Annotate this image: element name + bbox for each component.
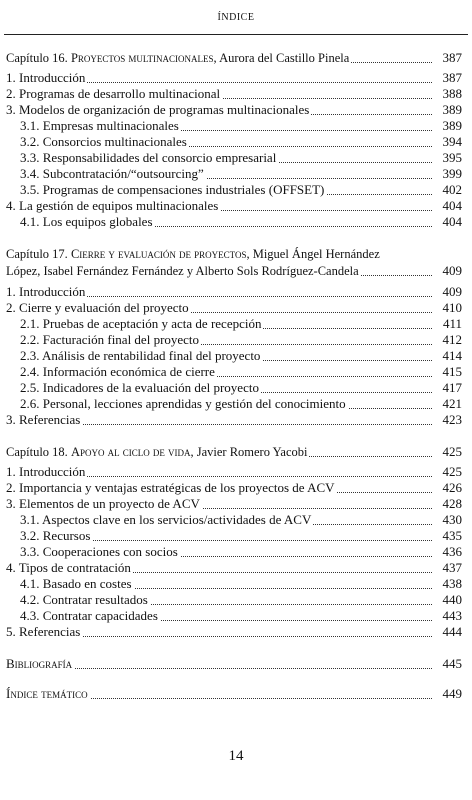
table-of-contents	[6, 50, 462, 702]
toc-subentry: 2.5. Indicadores de la evaluación del proyecto 417	[20, 380, 462, 395]
toc-subentry: 3.5. Programas de compensaciones industriales (OFFSET) 402	[20, 182, 462, 197]
toc-subentry: 3.1. Empresas multinacionales 389	[20, 118, 462, 133]
toc-subentry: 3.1. Aspectos clave en los servicios/actividades de ACV 430	[20, 512, 462, 527]
chapter-16-title: Capítulo 16. Proyectos multinacionales, Aurora del Castillo Pinela	[6, 51, 350, 65]
toc-subentry: 3.2. Consorcios multinacionales 394	[20, 134, 462, 149]
chapter-18-heading	[6, 444, 462, 460]
toc-subentry: 4.3. Contratar capacidades 443	[20, 608, 462, 623]
running-header: ÍNDICE	[217, 12, 255, 23]
toc-entry: 2. Importancia y ventajas estratégicas de los proyectos de ACV 426	[6, 480, 462, 495]
chapter-16-page: 387	[434, 50, 462, 66]
toc-entry: 4. La gestión de equipos multinacionales 404	[6, 198, 462, 213]
toc-subentry: 2.1. Pruebas de aceptación y acta de recepción 411	[20, 316, 462, 331]
toc-subentry: 2.6. Personal, lecciones aprendidas y gestión del conocimiento 421	[20, 396, 462, 411]
toc-entry: 5. Referencias 444	[6, 624, 462, 639]
chapter-16-heading	[6, 50, 462, 66]
toc-entry: 3. Referencias 423	[6, 412, 462, 427]
chapter-17-heading	[6, 246, 462, 280]
toc-entry: 4. Tipos de contratación 437	[6, 560, 462, 575]
toc-bibliography: Bibliografía 445	[6, 656, 462, 671]
toc-subentry: 3.4. Subcontratación/“outsourcing” 399	[20, 166, 462, 181]
toc-entry: 3. Elementos de un proyecto de ACV 428	[6, 496, 462, 511]
chapter-17-authors: López, Isabel Fernández Fernández y Alberto Sols Rodríguez-Candela	[6, 264, 359, 278]
chapter-17-title: Capítulo 17. Cierre y evaluación de proyectos, Miguel Ángel Hernández	[6, 247, 380, 261]
toc-subentry: 4.1. Basado en costes 438	[20, 576, 462, 591]
toc-entry: 1. Introducción 425	[6, 464, 462, 479]
toc-entry: 2. Cierre y evaluación del proyecto 410	[6, 300, 462, 315]
chapter-18-page: 425	[434, 444, 462, 460]
toc-entry: 3. Modelos de organización de programas multinacionales 389	[6, 102, 462, 117]
toc-subentry: 2.3. Análisis de rentabilidad final del proyecto 414	[20, 348, 462, 363]
chapter-17-page: 409	[434, 263, 462, 279]
toc-subject-index: Índice temático 449	[6, 686, 462, 701]
chapter-18-title: Capítulo 18. Apoyo al ciclo de vida, Javier Romero Yacobi	[6, 445, 308, 459]
header-rule	[4, 34, 468, 35]
toc-subentry: 2.4. Información económica de cierre 415	[20, 364, 462, 379]
toc-subentry: 3.3. Cooperaciones con socios 436	[20, 544, 462, 559]
toc-entry: 1. Introducción 409	[6, 284, 462, 299]
toc-subentry: 4.1. Los equipos globales 404	[20, 214, 462, 229]
toc-entry: 1. Introducción 387	[6, 70, 462, 85]
toc-subentry: 3.3. Responsabilidades del consorcio empresarial 395	[20, 150, 462, 165]
toc-subentry: 3.2. Recursos 435	[20, 528, 462, 543]
toc-entry: 2. Programas de desarrollo multinacional 388	[6, 86, 462, 101]
toc-subentry: 4.2. Contratar resultados 440	[20, 592, 462, 607]
page-number: 14	[228, 748, 244, 764]
toc-subentry: 2.2. Facturación final del proyecto 412	[20, 332, 462, 347]
